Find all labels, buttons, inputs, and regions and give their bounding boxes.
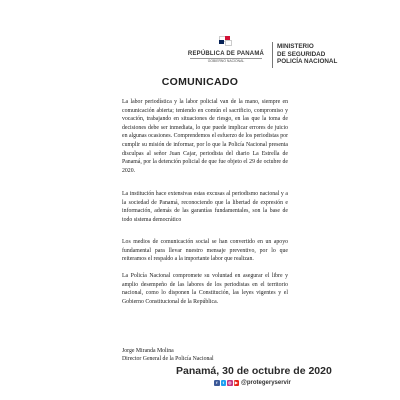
facebook-icon[interactable]: f <box>214 380 220 386</box>
header-divider <box>272 42 273 68</box>
signature-name: Jorge Miranda Molina <box>122 348 174 354</box>
flag-red-quadrant <box>225 36 230 40</box>
letterhead <box>0 34 400 68</box>
signature-title: Director General de la Policía Nacional <box>122 356 214 362</box>
signature-block <box>122 347 214 363</box>
ministry-name <box>277 43 337 66</box>
twitter-icon[interactable]: t <box>221 380 227 386</box>
panama-flag-icon <box>214 36 236 50</box>
government-title: REPÚBLICA DE PANAMÁ <box>187 51 265 57</box>
flag-blue-quadrant <box>219 40 224 44</box>
instagram-icon[interactable]: ◎ <box>228 380 232 386</box>
government-logo <box>176 51 276 64</box>
ministry-line: MINISTERIO <box>277 43 314 50</box>
document-title: COMUNICADO <box>161 76 239 88</box>
social-links <box>214 379 291 387</box>
youtube-icon[interactable]: ▶ <box>234 380 238 386</box>
social-handle: @protegeryservir <box>241 380 291 386</box>
ministry-line: POLICÍA NACIONAL <box>277 58 338 66</box>
date-line: Panamá, 30 de octubre de 2020 <box>176 365 332 377</box>
government-subtitle: GOBIERNO NACIONAL <box>190 58 262 64</box>
ministry-line: DE SEGURIDAD <box>277 50 326 58</box>
paragraph: La labor periodística y la labor policial van de la mano, siempre en comunicación abierta; teniendo en común el sacrificio, compromiso y vocación, trabajando en situaciones de riesgo, en las que la toma de decisiones debe ser inmediata, lo que puede implicar errores de juicio en algunas ocasiones. Comprendemos el esfuerzo de los periodistas por cumplir su misión de informar, por lo que la Policía Nacional presenta disculpas al señor Juan Cajar, periodista del diario La Estrella de Panamá, por la detención policial de que fue objeto el 29 de octubre de 2020. <box>122 99 288 174</box>
paragraph: Los medios de comunicación social se han convertido en un apoyo fundamental para llevar nuestro mensaje preventivo, por lo que reiteramos el respaldo a la importante labor que realizan. <box>122 239 288 263</box>
paragraph: La Policía Nacional compromete su voluntad en asegurar el libre y amplio desempeño de las labores de los periodistas en el territorio nacional, como lo disponen la Constitución, las leyes vigentes y el Gobierno Constitucional de la República. <box>122 273 288 305</box>
paragraph: La institución hace extensivas estas excusas al periodismo nacional y a la sociedad de Panamá, reconociendo que la libertad de expresión e información, además de las garantías fundamentales, son la base de todo sistema democrático <box>122 191 288 223</box>
